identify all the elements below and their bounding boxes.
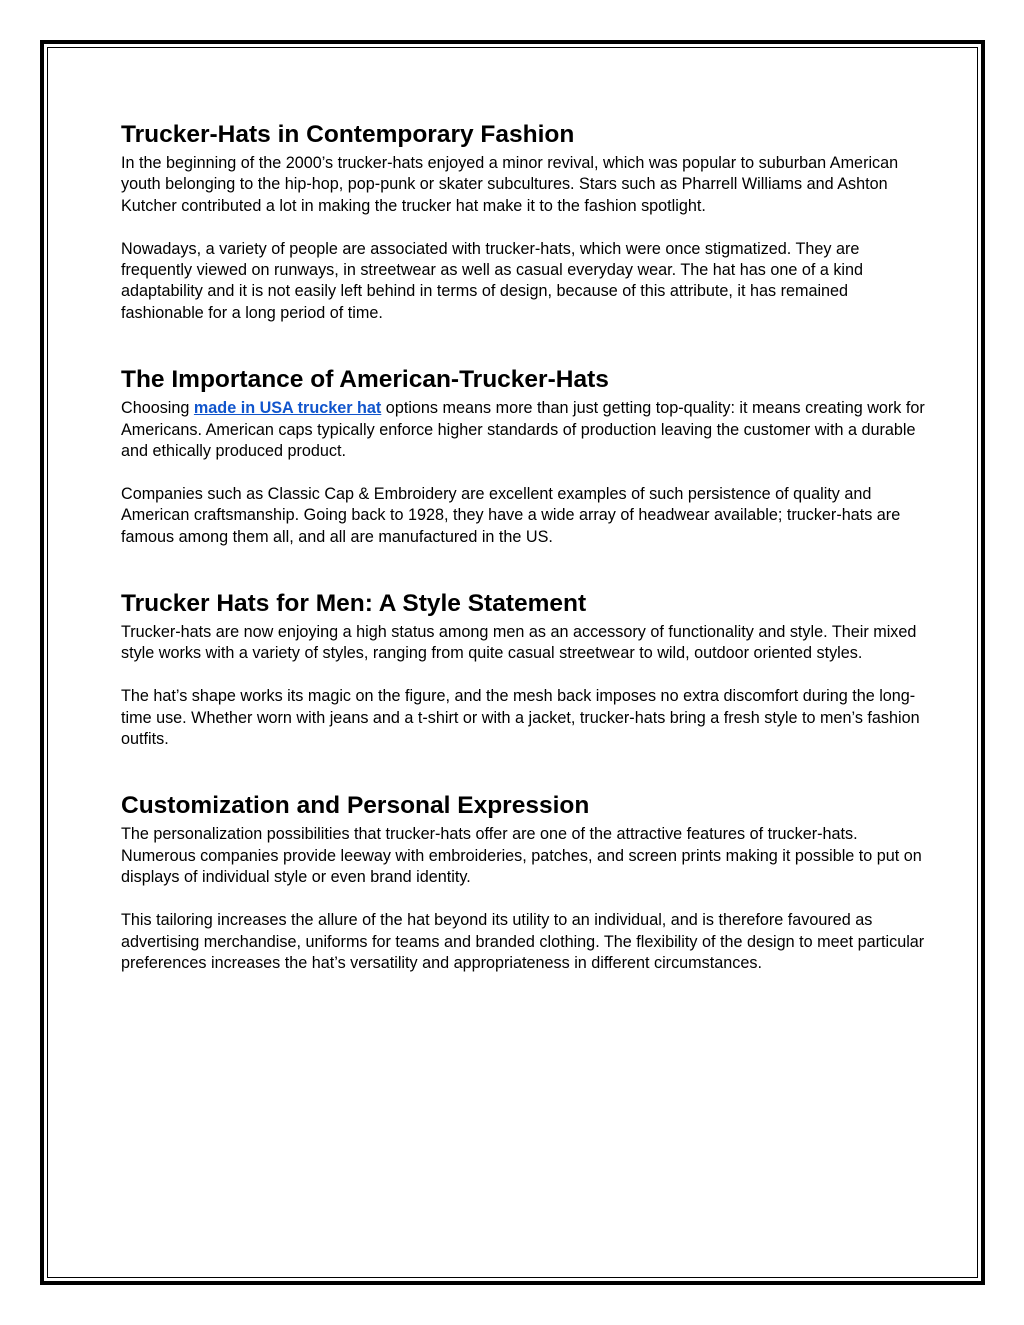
made-in-usa-trucker-hat-link[interactable]: made in USA trucker hat: [193, 399, 382, 418]
section-heading: The Importance of American-Trucker-Hats: [121, 366, 609, 394]
section-heading: Customization and Personal Expression: [121, 792, 590, 820]
paragraph-text: options means more than just getting top-quality: it means creating work for Americans. American caps typically enforce higher standards of production leaving the customer with a durable and ethically produced product.: [121, 399, 925, 461]
paragraph: Nowadays, a variety of people are associated with trucker-hats, which were once stigmatized. They are frequently viewed on runways, in streetwear as well as casual everyday wear. The hat has one of a kind adaptability and it is not easily left behind in terms of design, because of this attribute, it has remained fashionable for a long period of time.: [121, 239, 864, 322]
paragraph: In the beginning of the 2000’s trucker-hats enjoyed a minor revival, which was popular to suburban American youth belonging to the hip-hop, pop-punk or skater subcultures. Stars such as Pharrell Williams and Ashton Kutcher contributed a lot in making the trucker hat make it to the fashion spotlight.: [121, 154, 899, 215]
paragraph: This tailoring increases the allure of the hat beyond its utility to an individual, and is therefore favoured as advertising merchandise, uniforms for teams and branded clothing. The flexibility of the design to meet particular preferences increases the hat’s versatility and appropriateness in different circumstances.: [121, 911, 925, 972]
section-heading: Trucker Hats for Men: A Style Statement: [121, 590, 587, 618]
paragraph: Trucker-hats are now enjoying a high status among men as an accessory of functionality and style. Their mixed style works with a variety of styles, ranging from quite casual streetwear to wild, outdoor oriented styles.: [121, 623, 917, 663]
section-contemporary-fashion: [121, 119, 926, 324]
section-heading: Trucker-Hats in Contemporary Fashion: [121, 121, 575, 148]
section-customization: [121, 790, 926, 974]
paragraph: Companies such as Classic Cap & Embroidery are excellent examples of such persistence of quality and American craftsmanship. Going back to 1928, they have a wide array of headwear available; trucker-hats are famous among them all, and all are manufactured in the US.: [121, 484, 901, 546]
document-body: [121, 119, 926, 974]
paragraph-with-link: [121, 398, 926, 462]
section-trucker-hats-for-men: [121, 588, 926, 750]
section-american-trucker-hats: [121, 364, 926, 548]
paragraph: The hat’s shape works its magic on the figure, and the mesh back imposes no extra discomfort during the long-time use. Whether worn with jeans and a t-shirt or with a jacket, trucker-hats bring a fresh style to men’s fashion outfits.: [121, 687, 920, 749]
paragraph: The personalization possibilities that trucker-hats offer are one of the attractive features of trucker-hats. Numerous companies provide leeway with embroideries, patches, and screen prints making it possible to put on displays of individual style or even brand identity.: [121, 825, 922, 887]
paragraph-text: Choosing: [121, 399, 194, 418]
